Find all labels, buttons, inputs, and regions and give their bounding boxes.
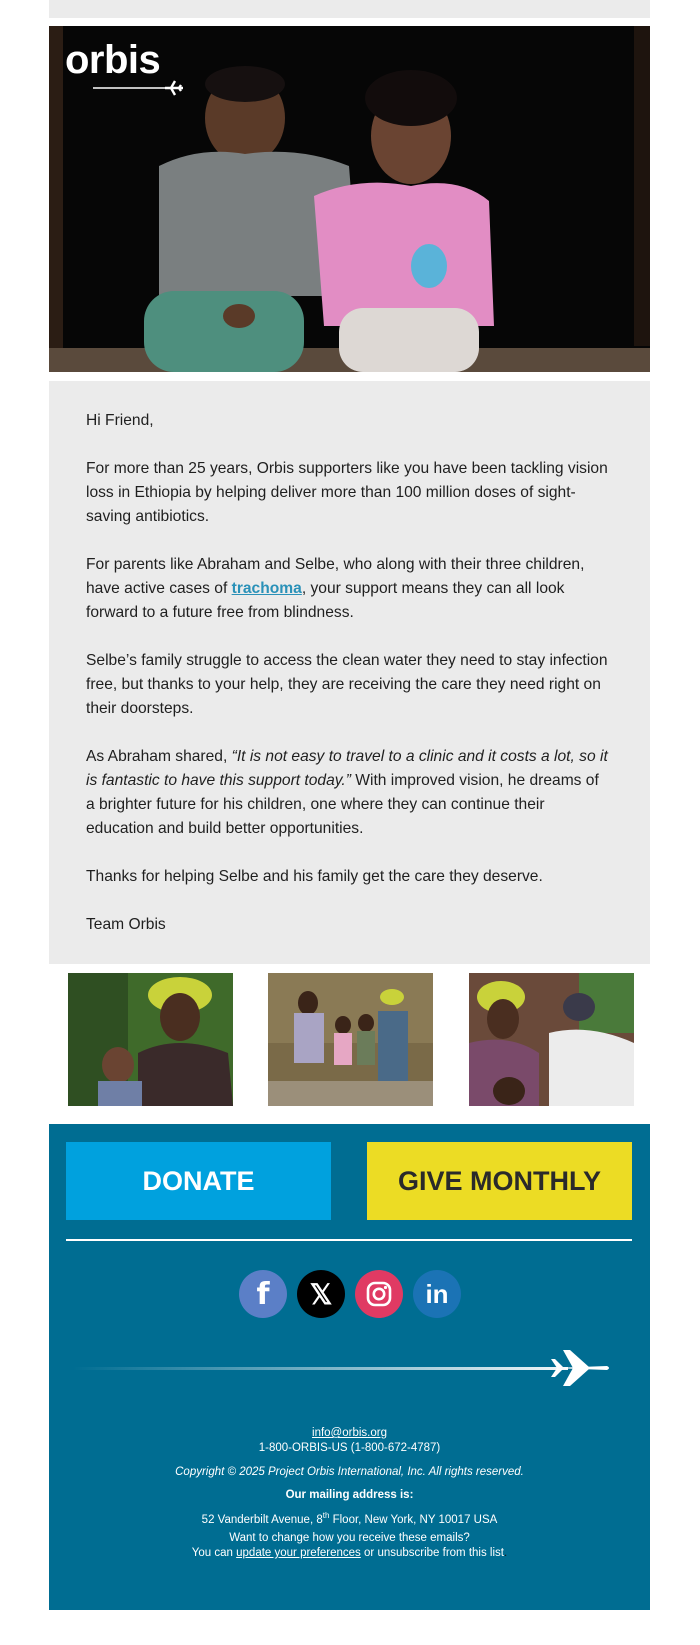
contact-phone: 1-800-ORBIS-US (1-800-672-4787) <box>258 1442 441 1454</box>
signoff: Team Orbis <box>86 916 166 933</box>
change-emails-question: Want to change how you receive these emails? <box>229 1532 470 1544</box>
abraham-quote: “It is not easy to travel to a clinic and it costs a lot, so it is fantastic to have this support today.” <box>86 748 608 789</box>
mailing-address: 52 Vanderbilt Avenue, 8th Floor, New York, NY 10017 USA <box>201 1511 498 1526</box>
donate-button[interactable]: DONATE <box>66 1142 331 1220</box>
paragraph-1: For more than 25 years, Orbis supporters like you have been tackling vision loss in Ethiopia by helping deliver more than 100 million doses of sight-saving antibiotics. <box>86 460 608 525</box>
preferences-line: You can update your preferences or unsubscribe from this list. <box>191 1547 508 1559</box>
photo-mother-child <box>68 973 233 1106</box>
top-spacer-bar <box>49 0 650 18</box>
photo-eye-treatment <box>469 973 634 1106</box>
paragraph-3: Selbe’s family struggle to access the clean water they need to stay infection free, but thanks to your help, they are receiving the care they need right on their doorsteps. <box>86 652 608 717</box>
linkedin-icon[interactable]: in <box>413 1270 461 1318</box>
letter-text <box>86 409 611 961</box>
instagram-icon[interactable] <box>355 1270 403 1318</box>
give-monthly-button[interactable]: GIVE MONTHLY <box>367 1142 632 1220</box>
unsubscribe-link[interactable]: unsubscribe from this list <box>377 1547 504 1559</box>
mailing-address-label: Our mailing address is: <box>285 1489 414 1501</box>
letter-body <box>49 381 650 964</box>
photo-strip <box>49 973 650 1106</box>
paragraph-4: As Abraham shared, “It is not easy to travel to a clinic and it costs a lot, so it is fantastic to have this support today.” With improved vision, he dreams of a brighter future for his children, one where they can continue their education and build better opportunities. <box>86 748 608 837</box>
hero-image <box>49 26 650 372</box>
greeting: Hi Friend, <box>86 412 154 429</box>
copyright-text: Copyright © 2025 Project Orbis International, Inc. All rights reserved. <box>175 1466 524 1478</box>
trachoma-link[interactable]: trachoma <box>231 580 302 597</box>
contact-email-link[interactable]: info@orbis.org <box>312 1427 387 1439</box>
contact-email-line <box>49 1426 650 1441</box>
paragraph-2: For parents like Abraham and Selbe, who along with their three children, have active cases of trachoma, your support means they can all look forward to a future free from blindness. <box>86 556 585 621</box>
x-twitter-icon[interactable]: 𝕏 <box>297 1270 345 1318</box>
footer <box>49 1124 650 1610</box>
logo-plane-icon <box>93 78 185 98</box>
update-preferences-link[interactable]: update your preferences <box>236 1547 361 1559</box>
paragraph-5: Thanks for helping Selbe and his family get the care they deserve. <box>86 868 543 885</box>
footer-divider <box>66 1239 632 1241</box>
orbis-logo: orbis <box>65 40 160 80</box>
facebook-icon[interactable]: f <box>239 1270 287 1318</box>
photo-family-bench <box>268 973 433 1106</box>
plane-trail-icon <box>73 1348 609 1388</box>
